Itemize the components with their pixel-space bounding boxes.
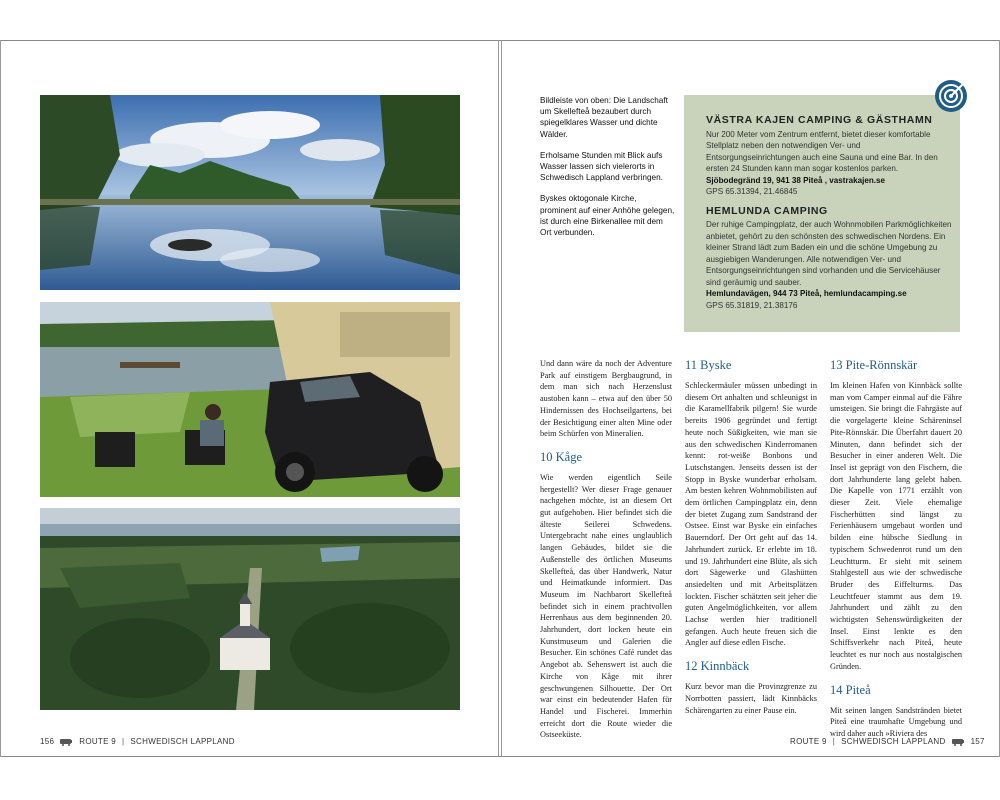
photo-lake-reflection [40,95,460,290]
text-column-1 [540,358,672,741]
camper-icon [60,738,73,746]
route-label: ROUTE 9 [79,737,117,746]
section-body-byske: Schleckermäuler müssen unbedingt in diesem Ort anhalten und schleunigst in die Karamellfabrik pilgern! Sie wurde bereits 1906 gegründet und fertigt heute noch Süßigkeiten, wie man sie aus den schwedischen Kinderromanen kennt: rot-weiße Bonbons und Lutschstangen. Jenseits dessen ist der Stopp in Byske wunderbar erholsam. Am besten kehren Wohnmobilisten auf dem örtlichen Campingplatz ein, denn der bietet Zugang zum Sandstrand der Ostsee. Einst war Byske ein einfaches Bauerndorf. Der Ort geht auf das 14. Jahrhundert zurück. Er erlebte im 18. und 19. Jahrhundert eine Blüte, als sich dort Sägewerke und Glashütten ansiedelten und mit Arbeitsplätzen lockten. Fischer schätzten seit jeher die guten Angelmöglichkeiten, vor allem Lachse werden hier traditionell gefangen. Auch heute freuen sich die Angler auf diese edlen Fische. [685,381,817,648]
footer-separator: | [832,737,836,746]
text-column-3 [830,358,962,740]
section-heading-kage: 10 Kåge [540,449,582,464]
gutter-line-right [501,40,502,757]
camping-description: Nur 200 Meter vom Zentrum entfernt, bietet dieser komfortable Stellplatz neben den notwendigen Ver- und Entsorgungseinrichtungen auch eine Sauna und eine Bar. In den ersten 24 Stunden kann man sogar kostenlos parken. [706,129,938,173]
camping-description: Der ruhige Campingplatz, der auch Wohnmobilen Parkmöglichkeiten anbietet, gehört zu den schönsten des schwedischen Nordens. Ein kleiner Strand lädt zum Baden ein und die schöne Umgebung zu ausgiebigen Wanderungen. Alle notwendigen Ver- und Entsorgungseinrichtungen sind vorhanden und die Servicehäuser sind geräumig und sauber. [706,220,952,287]
photo-caption [540,95,675,248]
caption-bottom: Byskes oktogonale Kirche, prominent auf einer Anhöhe gelegen, ist durch eine Birkenallee mit dem Ort verbunden. [540,194,675,238]
section-body-pite-ronnskar: Im kleinen Hafen von Kinnbäck sollte man vom Camper einmal auf die Fähre umsteigen. Sie bringt die Fahrgäste auf die vorgelagerte kleine Schäreninsel Pite-Rönnskär. Die Überfahrt dauert 20 Minuten, dann befindet sich der Besucher in einer anderen Welt. Die Insel ist geprägt von den Fischern, die dort Jahrhunderte lang gelebt haben. Die Kapelle von 1771 erzählt von dieser Zeit. Viele ehemalige Fischerhütten sind längst zu Ferienhäusern umgebaut worden und bilden eine hübsche Siedlung in typischem Schwedenrot rund um den Leuchtturm. Er sieht mit seinem Stahlgestell aus wie der schwedische Bruder des Eiffelturms. Das Leuchtfeuer stammt aus dem 19. Jahrhundert und zählt zu den wichtigsten Sehenswürdigkeiten der Insel. Einst lenkte es den Schiffsverkehr nach Piteå, heute leuchtet es nur noch aus nostalgischen Gründen. [830,381,962,671]
camping-entry-hemlunda [706,206,956,312]
left-edge [0,40,1,757]
page-number-left: 156 [40,737,55,746]
section-body-pitea: Mit seinen langen Sandstränden bietet Piteå eine traumhafte Umgebung und wird daher auch »Riviera des [830,705,962,738]
camper-icon [952,738,965,746]
text-column-2 [685,358,817,716]
caption-top: Bildleiste von oben: Die Landschaft um Skellefteå bezaubert durch spiegelklares Wasser und dichte Wälder. [540,96,668,139]
camping-title: VÄSTRA KAJEN CAMPING & GÄSTHAMN [706,114,933,126]
camping-entry-vastra-kajen [706,115,956,198]
caption-middle: Erholsame Stunden mit Blick aufs Wasser lassen sich vielerorts in Schwedisch Lappland verbringen. [540,150,663,183]
camping-gps: GPS 65.31394, 21.46845 [706,187,798,196]
camping-title: HEMLUNDA CAMPING [706,204,828,217]
section-heading-pitea: 14 Piteå [830,682,871,697]
photo-aerial-church [40,508,460,710]
section-body-kage: Wie werden eigentlich Seile hergestellt? Wer dieser Frage genauer nachgehen möchte, ist an diesem Ort gut aufgehoben. Hier befindet sich die älteste Seilerei Schwedens. Untergebracht nahe eines unglaublich langen Gebäudes, bildet sie die Außenstelle des örtlichen Museums Skellefteå, das über Handwerk, Natur und Heimatkunde informiert. Das Museum im Nachbarort Skellefteå befindet sich in einem prachtvollen Herrenhaus aus dem beginnenden 20. Jahrhundert, dort locken heute ein Kunstmuseum und Galerien die Besucher. Ein schönes Café rundet das Angebot ab. Sehenswert ist auch die Kirche von Kåge mit ihrer geschwungenen Silhouette. Der Ort war einst ein bedeutender Hafen für Handel und Fischerei. Immerhin erreicht dort die Route wieder die Ostseeküste. [540,472,672,740]
section-heading-byske: 11 Byske [685,358,732,372]
intro-paragraph: Und dann wäre da noch der Adventure Park auf einstigem Bergbaugrund, in dem man sich nach Herzenslust austoben kann – etwa auf den über 50 Hindernissen des Hochseilgartens, bei der Besichtigung einer alten Mine oder beim Schürfen von Mineralien. [540,359,672,439]
route-label: ROUTE 9 [790,737,827,746]
target-icon [934,79,968,113]
footer-left [40,737,235,746]
section-body-kinnback: Kurz bevor man die Provinzgrenze zu Norrbotten passiert, lädt Kinnbäcks Schärengarten zu einer Pause ein. [685,682,817,715]
photo-camper-lakeside [40,302,460,497]
footer-separator: | [122,737,125,746]
camping-address: Hemlundavägen, 944 73 Piteå, hemlundacamping.se [706,289,907,298]
camping-gps: GPS 65.31819, 21.38176 [706,300,798,310]
section-heading-pite-ronnskar: 13 Pite-Rönnskär [830,358,918,372]
camping-info-box [684,95,960,332]
region-label: SCHWEDISCH LAPPLAND [130,737,235,746]
camping-address: Sjöbodegränd 19, 941 38 Piteå , vastrakajen.se [706,175,886,185]
gutter-line-left [498,40,499,757]
footer-right [790,737,985,746]
region-label: SCHWEDISCH LAPPLAND [841,737,946,746]
section-heading-kinnback: 12 Kinnbäck [685,659,750,674]
page-number-right: 157 [970,737,985,746]
